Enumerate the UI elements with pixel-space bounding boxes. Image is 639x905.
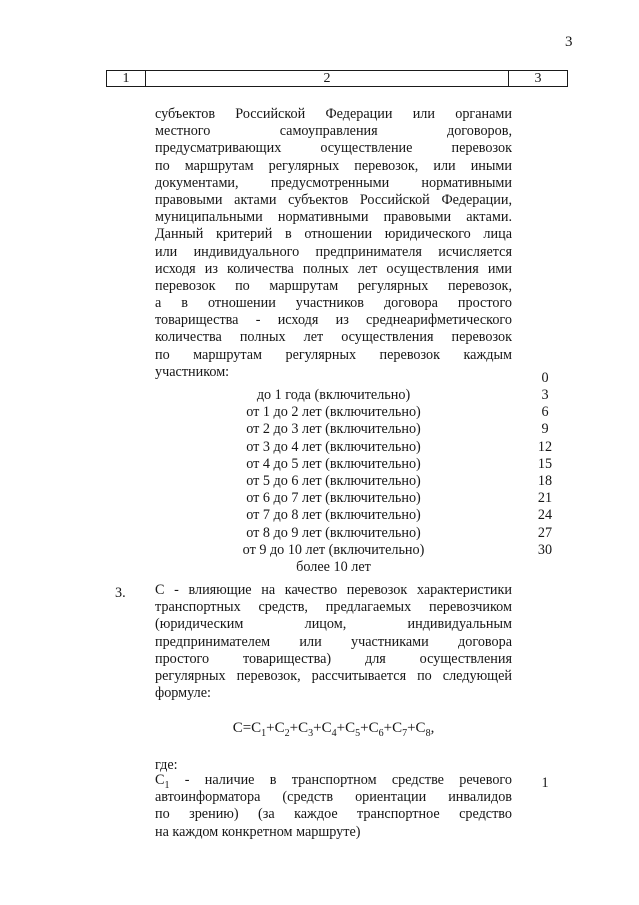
criteria-label: от 5 до 6 лет (включительно) bbox=[246, 472, 421, 489]
criteria-label: от 6 до 7 лет (включительно) bbox=[246, 490, 421, 507]
formula-term: C bbox=[345, 720, 356, 736]
item3-line: (юридическим лицом, индивидуальным bbox=[155, 616, 512, 633]
formula-tail: , bbox=[430, 720, 435, 736]
item3-line: транспортных средств, предлагаемых перевозчиком bbox=[155, 599, 512, 616]
c1-line: автоинформатора (средств ориентации инвалидов bbox=[155, 789, 512, 806]
formula-term: C bbox=[298, 720, 309, 736]
column-header-1: 1 bbox=[107, 71, 146, 87]
page-number: 3 bbox=[565, 34, 573, 50]
intro-line: муниципальными нормативными правовыми актами. bbox=[155, 209, 512, 226]
item3-paragraph bbox=[155, 582, 512, 702]
c1-sub: 1 bbox=[164, 779, 170, 791]
criteria-label: от 1 до 2 лет (включительно) bbox=[246, 404, 421, 421]
intro-line: а в отношении участников договора простого bbox=[155, 295, 512, 312]
criteria-row bbox=[155, 507, 575, 524]
criteria-row bbox=[155, 473, 575, 490]
criteria-row bbox=[155, 421, 575, 438]
criteria-score: 27 bbox=[537, 524, 553, 541]
criteria-row bbox=[155, 490, 575, 507]
formula-sub: 5 bbox=[355, 728, 361, 739]
intro-line: количества полных лет осуществления перевозок bbox=[155, 329, 512, 346]
formula-term: C bbox=[321, 720, 332, 736]
criteria-score: 9 bbox=[541, 421, 549, 438]
c1-line: на каждом конкретном маршруте) bbox=[155, 823, 361, 840]
criteria-label: от 9 до 10 лет (включительно) bbox=[242, 541, 425, 558]
intro-line: перевозок по маршрутам регулярных перевозок, bbox=[155, 277, 512, 294]
criteria-score: 21 bbox=[537, 490, 553, 507]
intro-score: 0 bbox=[541, 370, 549, 386]
intro-line: субъектов Российской Федерации или органами bbox=[155, 106, 512, 122]
formula-sub: 4 bbox=[331, 728, 337, 739]
criteria-score: 3 bbox=[541, 387, 549, 403]
intro-line: местного самоуправления договоров, bbox=[155, 123, 512, 140]
formula-term: C bbox=[368, 720, 379, 736]
formula-sub: 8 bbox=[425, 728, 431, 739]
formula-term: C bbox=[274, 720, 285, 736]
criteria-score: 6 bbox=[541, 404, 549, 421]
item3-line: С - влияющие на качество перевозок характеристики bbox=[155, 582, 512, 598]
c1-paragraph bbox=[155, 772, 512, 841]
formula: $C=C_1+C_2+C_3+C_4+C_5+C_6+C_7+C_8$, bbox=[232, 720, 435, 739]
formula-term: C bbox=[392, 720, 403, 736]
criteria-label: более 10 лет bbox=[296, 558, 371, 575]
formula-term: C bbox=[251, 720, 262, 736]
formula-sub: 6 bbox=[378, 728, 384, 739]
intro-line: документами, предусмотренными нормативными bbox=[155, 174, 512, 191]
item3-line: формуле: bbox=[155, 685, 211, 702]
intro-line: предусматривающих осуществление перевозок bbox=[155, 140, 512, 157]
criteria-row bbox=[155, 559, 575, 576]
criteria-row bbox=[155, 404, 575, 421]
intro-line: или индивидуального предпринимателя исчисляется bbox=[155, 243, 512, 260]
item3-line: регулярных перевозок, рассчитывается по следующей bbox=[155, 667, 512, 684]
intro-line: исходя из количества полных лет осуществления ими bbox=[155, 260, 512, 277]
intro-line: правовыми актами субъектов Российской Федерации, bbox=[155, 191, 512, 208]
criteria-label: от 8 до 9 лет (включительно) bbox=[246, 524, 421, 541]
criteria-score: 24 bbox=[537, 507, 553, 524]
c1-first-line bbox=[155, 772, 512, 789]
c1-first-line-rest: - наличие в транспортном средстве речевого bbox=[169, 772, 512, 788]
criteria-label: от 4 до 5 лет (включительно) bbox=[246, 455, 421, 472]
item-number: 3. bbox=[115, 585, 126, 601]
intro-paragraph bbox=[155, 106, 512, 381]
criteria-label: от 7 до 8 лет (включительно) bbox=[246, 507, 421, 524]
criteria-score: 30 bbox=[537, 541, 553, 558]
intro-line: по маршрутам регулярных перевозок, или иными bbox=[155, 157, 512, 174]
criteria-label: до 1 года (включительно) bbox=[256, 387, 411, 403]
column-header-2: 2 bbox=[146, 71, 509, 87]
intro-line: Данный критерий в отношении юридического лица bbox=[155, 226, 512, 243]
criteria-row bbox=[155, 439, 575, 456]
formula-sub: 3 bbox=[308, 728, 314, 739]
criteria-score: 12 bbox=[537, 438, 553, 455]
c1-symbol: C bbox=[155, 772, 165, 788]
intro-line: участником: bbox=[155, 363, 230, 380]
criteria-label: от 3 до 4 лет (включительно) bbox=[246, 438, 421, 455]
column-header-table bbox=[106, 70, 568, 87]
item3-line: простого товарищества) для осуществления bbox=[155, 650, 512, 667]
criteria-score: 15 bbox=[537, 455, 553, 472]
formula-sub: 7 bbox=[402, 728, 408, 739]
intro-line: товарищества - исходя из среднеарифметического bbox=[155, 312, 512, 329]
c1-score: 1 bbox=[541, 775, 549, 791]
criteria-row bbox=[155, 387, 575, 404]
formula-sub: 2 bbox=[284, 728, 290, 739]
c1-line: по зрению) (за каждое транспортное средство bbox=[155, 806, 512, 823]
formula-term: C bbox=[415, 720, 426, 736]
criteria-row bbox=[155, 525, 575, 542]
formula-lhs: C= bbox=[232, 720, 252, 736]
criteria-row bbox=[155, 456, 575, 473]
item3-line: предпринимателем или участниками договора bbox=[155, 633, 512, 650]
column-header-3: 3 bbox=[509, 71, 568, 87]
criteria-score: 18 bbox=[537, 472, 553, 489]
intro-line: по маршрутам регулярных перевозок каждым bbox=[155, 346, 512, 363]
formula-sub: 1 bbox=[261, 728, 267, 739]
where-label: где: bbox=[155, 757, 178, 773]
criteria-label: от 2 до 3 лет (включительно) bbox=[246, 421, 421, 438]
criteria-list bbox=[155, 387, 575, 576]
criteria-row bbox=[155, 542, 575, 559]
